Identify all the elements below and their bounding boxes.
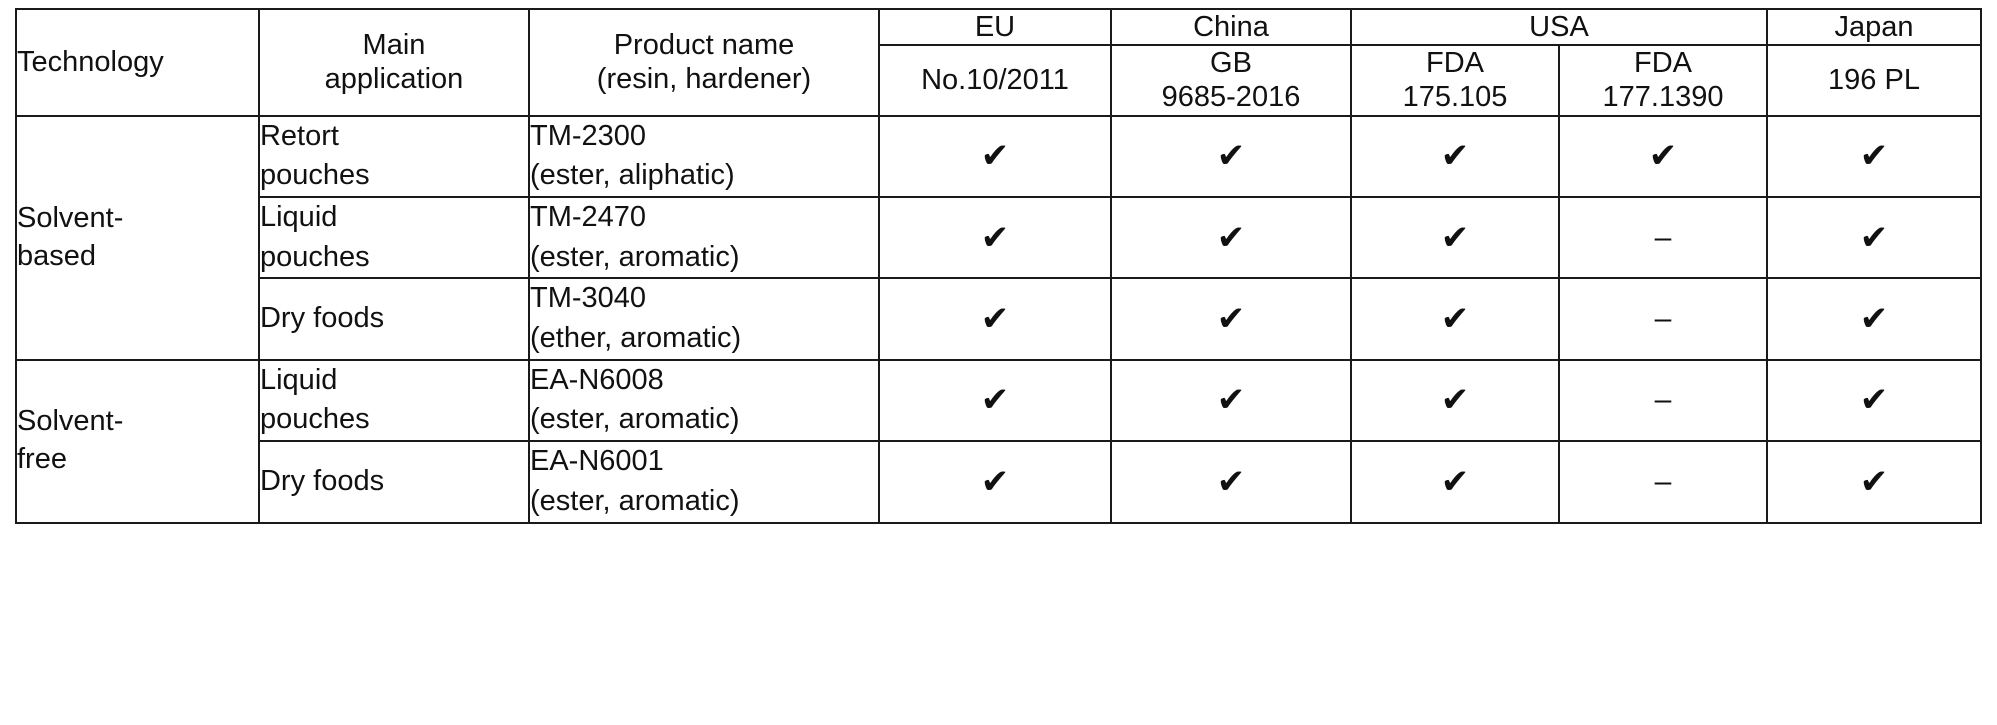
product-name-line: TM-2300	[529, 119, 647, 152]
header-main-application-line-1: Main	[362, 29, 426, 62]
application-line-1: Dry foods	[259, 465, 385, 497]
technology-solvent-free-line-1: Solvent-	[16, 405, 124, 438]
header-code-usa-175-line-1: FDA	[1425, 47, 1484, 80]
compliance-usa-175: ✔	[1351, 116, 1559, 197]
header-code-usa-175	[1351, 45, 1559, 115]
header-technology: Technology	[16, 9, 259, 116]
compliance-china: ✔	[1111, 360, 1351, 441]
table-row	[16, 441, 1981, 522]
product-name-line: TM-2470	[529, 201, 647, 234]
header-code-usa-175-line-2: 175.105	[1402, 81, 1508, 114]
product-cell	[529, 197, 879, 278]
header-product-name-line-2: (resin, hardener)	[596, 63, 812, 96]
header-region-china: China	[1111, 9, 1351, 45]
technology-solvent-based-line-1: Solvent-	[16, 202, 124, 235]
technology-cell-solvent-based	[16, 116, 259, 360]
application-line-1: Dry foods	[259, 302, 385, 335]
header-product-name-line-1: Product name	[613, 29, 795, 62]
compliance-eu: ✔	[879, 197, 1111, 278]
table-row	[16, 116, 1981, 197]
table-body	[16, 116, 1981, 523]
header-region-japan: Japan	[1767, 9, 1981, 45]
header-code-japan	[1767, 45, 1981, 115]
compliance-japan: ✔	[1767, 360, 1981, 441]
header-code-china	[1111, 45, 1351, 115]
food-contact-compliance-table	[15, 8, 1982, 524]
product-composition-line: (ester, aromatic)	[529, 240, 740, 273]
compliance-usa-177: –	[1559, 360, 1767, 441]
application-cell	[259, 360, 529, 441]
header-region-usa: USA	[1351, 9, 1767, 45]
application-line-1: Liquid	[259, 363, 338, 396]
product-name-line: TM-3040	[529, 282, 647, 315]
header-main-application-line-2: application	[324, 63, 464, 96]
product-name-line: EA-N6001	[529, 445, 664, 478]
compliance-japan: ✔	[1767, 278, 1981, 359]
header-code-japan-line-1: 196 PL	[1828, 64, 1920, 97]
application-line-1: Retort	[259, 119, 339, 152]
product-cell	[529, 441, 879, 522]
header-code-usa-177	[1559, 45, 1767, 115]
compliance-usa-177: –	[1559, 278, 1767, 359]
application-line-2: pouches	[259, 159, 370, 192]
compliance-usa-175: ✔	[1351, 278, 1559, 359]
compliance-china: ✔	[1111, 116, 1351, 197]
technology-cell-solvent-free	[16, 360, 259, 523]
table-row	[16, 197, 1981, 278]
header-code-eu	[879, 45, 1111, 115]
header-code-china-line-2: 9685-2016	[1161, 81, 1301, 114]
technology-solvent-based-line-2: based	[16, 239, 96, 272]
product-composition-line: (ether, aromatic)	[529, 322, 742, 355]
header-region-eu: EU	[879, 9, 1111, 45]
table-row	[16, 278, 1981, 359]
header-code-usa-177-line-1: FDA	[1633, 47, 1692, 80]
application-cell	[259, 441, 529, 522]
compliance-eu: ✔	[879, 116, 1111, 197]
header-product-name	[529, 9, 879, 116]
product-cell	[529, 360, 879, 441]
product-composition-line: (ester, aromatic)	[529, 484, 740, 517]
compliance-china: ✔	[1111, 278, 1351, 359]
product-cell	[529, 116, 879, 197]
compliance-usa-177: –	[1559, 441, 1767, 522]
application-line-2: pouches	[259, 240, 370, 273]
application-cell	[259, 116, 529, 197]
compliance-usa-175: ✔	[1351, 360, 1559, 441]
table-header	[16, 9, 1981, 116]
application-cell	[259, 197, 529, 278]
application-line-2: pouches	[259, 403, 370, 436]
table-row	[16, 360, 1981, 441]
application-line-1: Liquid	[259, 201, 338, 234]
compliance-japan: ✔	[1767, 197, 1981, 278]
compliance-eu: ✔	[879, 441, 1111, 522]
compliance-china: ✔	[1111, 197, 1351, 278]
compliance-eu: ✔	[879, 278, 1111, 359]
product-composition-line: (ester, aliphatic)	[529, 159, 735, 192]
technology-solvent-free-line-2: free	[16, 443, 67, 476]
compliance-eu: ✔	[879, 360, 1111, 441]
compliance-japan: ✔	[1767, 116, 1981, 197]
header-code-eu-line-1: No.10/2011	[921, 64, 1069, 97]
product-cell	[529, 278, 879, 359]
header-code-usa-177-line-2: 177.1390	[1602, 81, 1724, 114]
product-name-line: EA-N6008	[529, 363, 664, 396]
header-row-regions	[16, 9, 1981, 45]
compliance-usa-177: –	[1559, 197, 1767, 278]
compliance-china: ✔	[1111, 441, 1351, 522]
header-main-application	[259, 9, 529, 116]
application-cell	[259, 278, 529, 359]
product-composition-line: (ester, aromatic)	[529, 403, 740, 436]
compliance-japan: ✔	[1767, 441, 1981, 522]
compliance-usa-175: ✔	[1351, 441, 1559, 522]
compliance-usa-175: ✔	[1351, 197, 1559, 278]
compliance-usa-177: ✔	[1559, 116, 1767, 197]
header-code-china-line-1: GB	[1210, 47, 1252, 80]
